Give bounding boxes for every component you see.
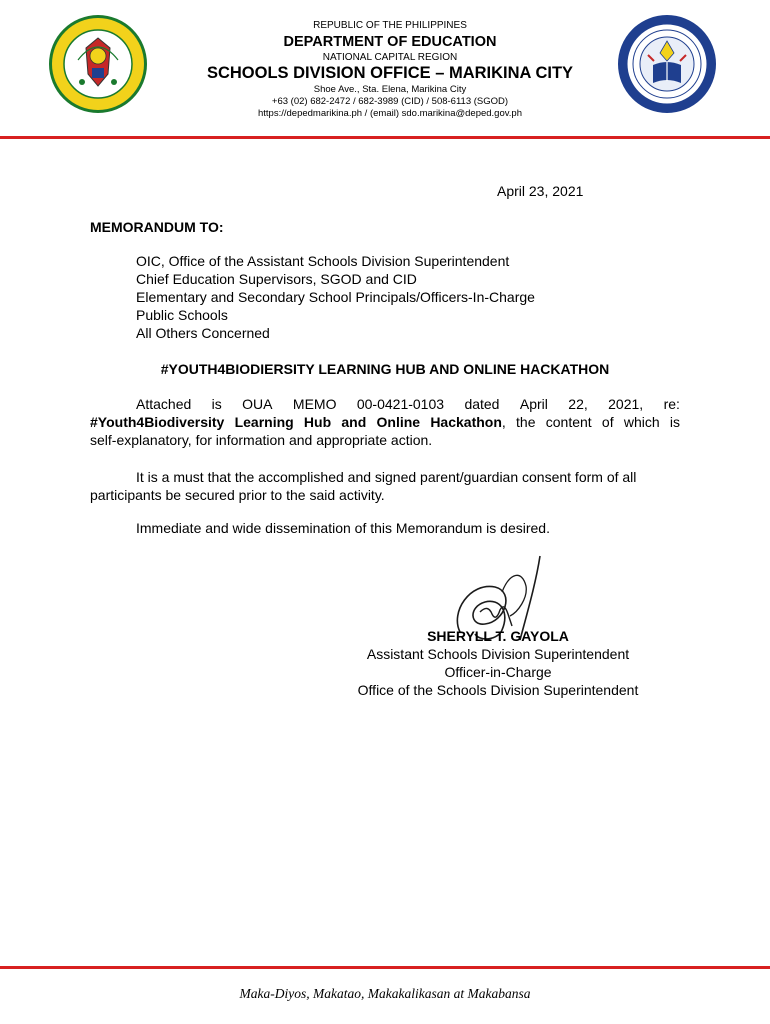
word: OUA	[242, 396, 273, 412]
header-department: DEPARTMENT OF EDUCATION	[283, 34, 497, 50]
recipient-item: OIC, Office of the Assistant Schools Division Superintendent	[136, 253, 510, 269]
event-title: #Youth4Biodiversity Learning Hub and Online Hackathon	[90, 414, 502, 430]
word: 2021,	[608, 396, 644, 412]
signatory-role: Officer-in-Charge	[444, 664, 552, 680]
signatory-block	[330, 627, 666, 699]
deped-seal	[618, 15, 716, 113]
word: dated	[464, 396, 500, 412]
header-region: NATIONAL CAPITAL REGION	[322, 52, 458, 63]
recipient-item: Public Schools	[136, 307, 228, 323]
p2-line1: It is a must that the accomplished and signed parent/guardian consent form of all	[136, 469, 637, 485]
word: MEMO	[292, 396, 337, 412]
recipient-list	[136, 252, 535, 342]
signatory-office: Office of the Schools Division Superintendent	[357, 682, 639, 698]
footer-motto: Maka-Diyos, Makatao, Makakalikasan at Makabansa	[239, 986, 531, 1001]
header-address: Shoe Ave., Sta. Elena, Marikina City	[313, 84, 467, 95]
header-office: SCHOOLS DIVISION OFFICE – MARIKINA CITY	[206, 64, 574, 82]
word: Attached	[136, 396, 192, 412]
header-phones: +63 (02) 682-2472 / 682-3989 (CID) / 508-6113 (SGOD)	[271, 96, 509, 107]
signatory-title: Assistant Schools Division Superintendent	[366, 646, 630, 662]
footer-divider	[0, 966, 770, 969]
word: 00-0421-0103	[356, 396, 445, 412]
word: April	[519, 396, 548, 412]
memo-date: April 23, 2021	[497, 183, 584, 199]
paragraph-dissemination: Immediate and wide dissemination of this Memorandum is desired.	[136, 520, 550, 536]
memo-to-label: MEMORANDUM TO:	[90, 219, 224, 235]
header-web-email: https://depedmarikina.ph / (email) sdo.marikina@deped.gov.ph	[258, 108, 522, 119]
recipient-item: All Others Concerned	[136, 325, 270, 341]
memo-subject: #YOUTH4BIODIERSITY LEARNING HUB AND ONLINE HACKATHON	[160, 361, 610, 377]
sdo-marikina-seal	[48, 14, 148, 114]
word: re:	[663, 396, 680, 412]
word: 22,	[568, 396, 588, 412]
recipient-item: Chief Education Supervisors, SGOD and CID	[136, 271, 417, 287]
header-republic: REPUBLIC OF THE PHILIPPINES	[313, 20, 467, 31]
paragraph-consent	[90, 468, 680, 504]
recipient-item: Elementary and Secondary School Principals/Officers-In-Charge	[136, 289, 535, 305]
paragraph-attached	[90, 395, 680, 449]
header-divider	[0, 136, 770, 139]
p1-continuation: , the content of which is	[501, 414, 680, 430]
signatory-name: SHERYLL T. GAYOLA	[427, 628, 569, 644]
p1-line3: self-explanatory, for information and appropriate action.	[90, 432, 433, 448]
p2-line2: participants be secured prior to the said activity.	[90, 487, 385, 503]
word: is	[211, 396, 222, 412]
